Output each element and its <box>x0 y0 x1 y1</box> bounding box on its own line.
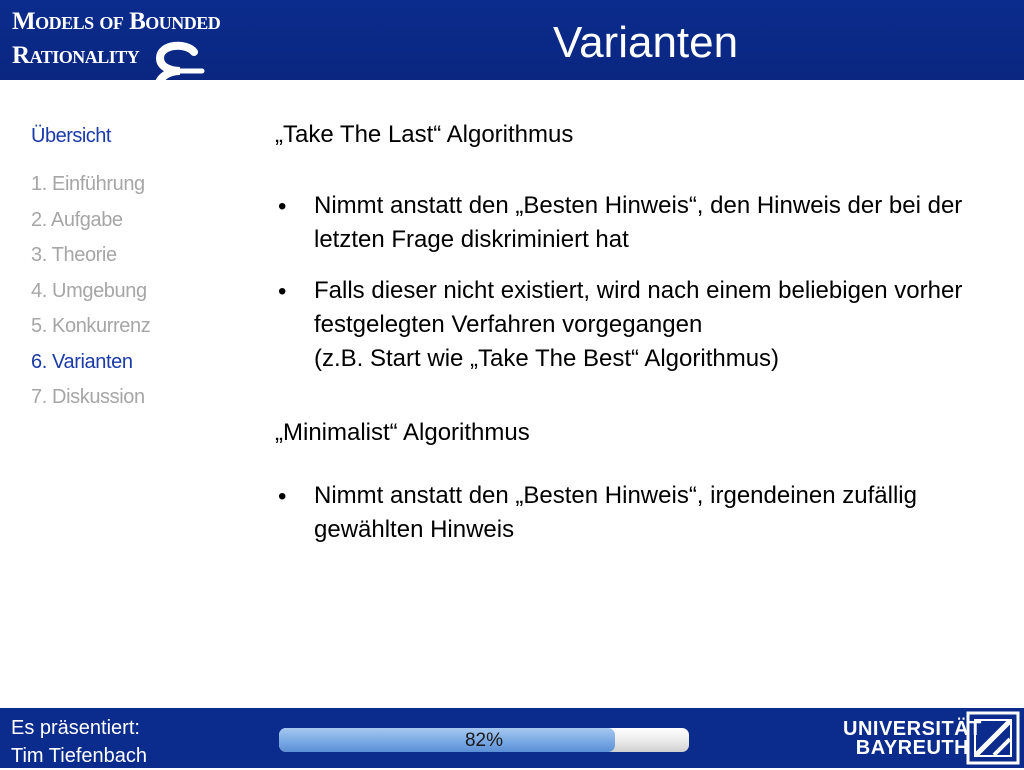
progress-label: 82% <box>464 730 504 751</box>
university-emblem-icon <box>966 711 1020 765</box>
university-logo-text <box>843 720 982 758</box>
bullet-text: Nimmt anstatt den „Besten Hinweis“, den Hinweis der bei der letzten Frage diskriminiert hat <box>314 192 963 253</box>
logo-text-line2: Rationality <box>12 42 140 69</box>
sidebar-item-einfuehrung[interactable]: 1. Einführung <box>31 173 145 195</box>
footer-bar <box>0 708 1024 768</box>
university-name-line2: BAYREUTH <box>855 737 970 759</box>
bullet-dot: • <box>278 483 287 510</box>
header-bar <box>0 0 1024 80</box>
sidebar-item-theorie[interactable]: 3. Theorie <box>31 244 117 266</box>
presenter-label: Es präsentiert: <box>11 717 140 739</box>
script-e-icon <box>150 38 210 110</box>
presenter-name: Tim Tiefenbach <box>11 745 147 767</box>
sidebar-item-varianten[interactable]: 6. Varianten <box>31 350 133 373</box>
progress-bar <box>279 728 689 752</box>
page-title: Varianten <box>553 18 739 67</box>
bullet-text: Falls dieser nicht existiert, wird nach einem beliebigen vorher festgelegten Verfahren vorgegangen <box>314 277 963 338</box>
sidebar-item-konkurrenz[interactable]: 5. Konkurrenz <box>31 315 151 337</box>
sidebar-heading: Übersicht <box>31 125 111 147</box>
bullet-dot: • <box>278 193 287 220</box>
sidebar-item-umgebung[interactable]: 4. Umgebung <box>31 279 147 302</box>
presenter-info <box>11 714 147 770</box>
logo-text-line1: Models of Bounded <box>12 8 221 35</box>
sidebar-nav <box>31 172 150 421</box>
university-name-line1: UNIVERSITÄT <box>843 718 982 740</box>
bullet-text: Nimmt anstatt den „Besten Hinweis“, irgendeinen zufällig gewählten Hinweis <box>314 482 917 543</box>
section-title-take-the-last: „Take The Last“ Algorithmus <box>275 121 574 148</box>
sidebar-item-aufgabe[interactable]: 2. Aufgabe <box>31 208 123 231</box>
section-title-minimalist: „Minimalist“ Algorithmus <box>275 419 530 446</box>
bullet-text-continuation: (z.B. Start wie „Take The Best“ Algorithmus) <box>314 345 780 372</box>
sidebar-item-diskussion[interactable]: 7. Diskussion <box>31 386 145 408</box>
bullet-dot: • <box>278 278 287 305</box>
